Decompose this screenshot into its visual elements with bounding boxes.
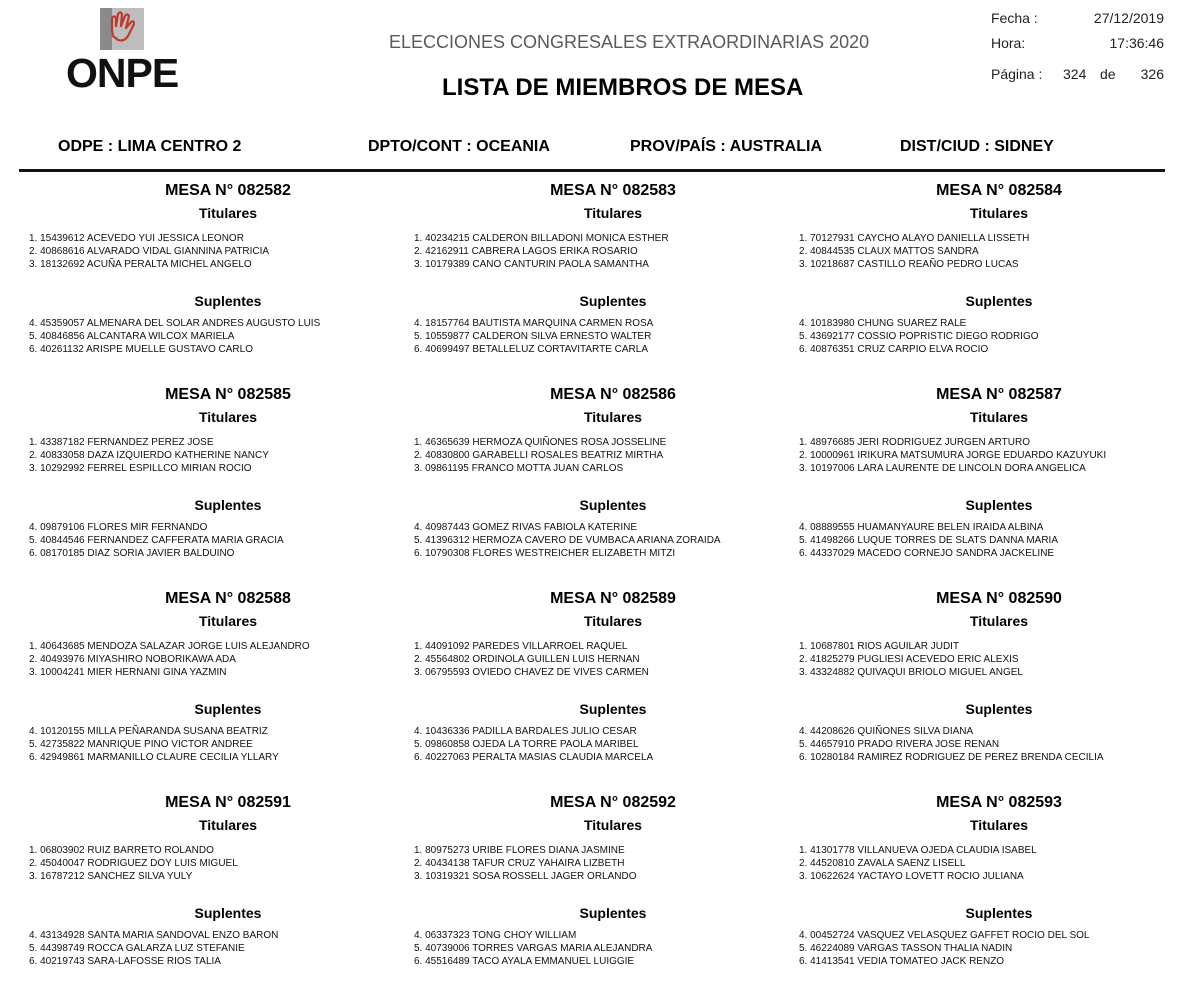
suplentes-heading: Suplentes [579, 701, 647, 717]
mesa-block [29, 182, 427, 362]
suplente-item: 4. 10436336 PADILLA BARDALES JULIO CESAR [414, 726, 637, 737]
suplentes-heading: Suplentes [194, 293, 262, 309]
titulares-list [29, 640, 310, 679]
suplente-item: 6. 45516489 TACO AYALA EMMANUEL LUIGGIE [414, 956, 635, 967]
titulares-list [414, 436, 666, 475]
suplentes-heading: Suplentes [194, 497, 262, 513]
mesa-block [29, 794, 427, 974]
titular-item: 2. 40830800 GARABELLI ROSALES BEATRIZ MIRTHA [414, 450, 664, 461]
suplentes-list [799, 521, 1058, 560]
suplentes-heading: Suplentes [965, 293, 1033, 309]
titular-item: 3. 06795593 OVIEDO CHAVEZ DE VIVES CARMEN [414, 667, 649, 678]
hora-label: Hora: [991, 35, 1026, 51]
titulares-heading: Titulares [198, 613, 258, 629]
mesa-number: MESA N° 082588 [165, 590, 291, 607]
suplente-item: 5. 44657910 PRADO RIVERA JOSE RENAN [799, 739, 1000, 750]
titulares-heading: Titulares [969, 613, 1029, 629]
titular-item: 3. 43324882 QUIVAQUI BRIOLO MIGUEL ANGEL [799, 667, 1023, 678]
titular-item: 2. 45564802 ORDINOLA GUILLEN LUIS HERNAN [414, 654, 640, 665]
suplente-item: 5. 40739006 TORRES VARGAS MARIA ALEJANDRA [414, 943, 653, 954]
titular-item: 2. 10000961 IRIKURA MATSUMURA JORGE EDUARDO KAZUYUKI [799, 450, 1107, 461]
total-paginas-value: 326 [1140, 66, 1164, 82]
titular-item: 3. 10179389 CANO CANTURIN PAOLA SAMANTHA [414, 259, 649, 270]
titular-item: 3. 10004241 MIER HERNANI GINA YAZMIN [29, 667, 227, 678]
mesa-number: MESA N° 082582 [165, 182, 291, 199]
titulares-list [414, 844, 637, 883]
titulares-heading: Titulares [969, 205, 1029, 221]
election-subtitle: ELECCIONES CONGRESALES EXTRAORDINARIAS 2020 [389, 32, 870, 52]
titular-item: 2. 40434138 TAFUR CRUZ YAHAIRA LIZBETH [414, 858, 625, 869]
suplentes-list [414, 317, 653, 356]
titulares-list [799, 232, 1029, 271]
mesa-block [799, 794, 1199, 974]
suplente-item: 5. 43692177 COSSIO POPRISTIC DIEGO RODRIGO [799, 331, 1039, 342]
titular-item: 1. 46365639 HERMOZA QUIÑONES ROSA JOSSELINE [414, 437, 667, 448]
titular-item: 2. 42162911 CABRERA LAGOS ERIKA ROSARIO [414, 246, 638, 257]
titular-item: 1. 06803902 RUIZ BARRETO ROLANDO [29, 845, 214, 856]
suplentes-heading: Suplentes [579, 905, 647, 921]
logo-text: ONPE [66, 50, 179, 96]
suplentes-heading: Suplentes [579, 293, 647, 309]
titulares-heading: Titulares [583, 205, 643, 221]
suplente-item: 4. 45359057 ALMENARA DEL SOLAR ANDRES AUGUSTO LUIS [29, 318, 321, 329]
hora-value: 17:36:46 [1109, 35, 1164, 51]
mesa-number: MESA N° 082593 [936, 794, 1062, 811]
suplente-item: 6. 44337029 MACEDO CORNEJO SANDRA JACKELINE [799, 548, 1055, 559]
mesa-number: MESA N° 082584 [936, 182, 1062, 199]
prov-field: PROV/PAÍS : AUSTRALIA [630, 138, 823, 155]
titular-item: 2. 40493976 MIYASHIRO NOBORIKAWA ADA [29, 654, 236, 665]
suplentes-list [414, 929, 652, 968]
de-label: de [1100, 66, 1116, 82]
fecha-value: 27/12/2019 [1093, 10, 1164, 26]
suplente-item: 6. 08170185 DIAZ SORIA JAVIER BALDUINO [29, 548, 235, 559]
suplente-item: 4. 06337323 TONG CHOY WILLIAM [414, 930, 577, 941]
titulares-heading: Titulares [969, 409, 1029, 425]
titular-item: 2. 44520810 ZAVALA SAENZ LISELL [799, 858, 966, 869]
suplente-item: 4. 18157764 BAUTISTA MARQUINA CARMEN ROSA [414, 318, 654, 329]
mesa-number: MESA N° 082583 [550, 182, 676, 199]
titular-item: 3. 09861195 FRANCO MOTTA JUAN CARLOS [414, 463, 624, 474]
mesa-block [799, 386, 1199, 566]
titulares-heading: Titulares [583, 613, 643, 629]
mesa-block [799, 590, 1199, 770]
suplente-item: 5. 46224089 VARGAS TASSON THALIA NADIN [799, 943, 1013, 954]
titulares-list [414, 640, 649, 679]
mesa-block [29, 590, 427, 770]
titulares-list [799, 436, 1106, 475]
titular-item: 3. 10197006 LARA LAURENTE DE LINCOLN DORA ANGELICA [799, 463, 1086, 474]
suplente-item: 6. 40876351 CRUZ CARPIO ELVA ROCIO [799, 344, 989, 355]
suplente-item: 6. 42949861 MARMANILLO CLAURE CECILIA YLLARY [29, 752, 279, 763]
suplentes-heading: Suplentes [965, 701, 1033, 717]
suplente-item: 5. 42735822 MANRIQUE PINO VICTOR ANDREE [29, 739, 253, 750]
titulares-list [799, 844, 1037, 883]
titulares-heading: Titulares [198, 817, 258, 833]
titulares-heading: Titulares [198, 409, 258, 425]
titulares-list [29, 436, 269, 475]
header-divider [19, 169, 1165, 172]
suplente-item: 6. 40219743 SARA-LAFOSSE RIOS TALIA [29, 956, 221, 967]
suplente-item: 5. 09860858 OJEDA LA TORRE PAOLA MARIBEL [414, 739, 639, 750]
suplente-item: 5. 41498266 LUQUE TORRES DE SLATS DANNA MARIA [799, 535, 1058, 546]
suplentes-list [29, 317, 320, 356]
suplente-item: 6. 40261132 ARISPE MUELLE GUSTAVO CARLO [29, 344, 253, 355]
pagina-label: Página : [991, 66, 1043, 82]
fecha-label: Fecha : [991, 10, 1038, 26]
suplentes-heading: Suplentes [965, 497, 1033, 513]
mesa-block [414, 386, 812, 566]
suplente-item: 5. 41396312 HERMOZA CAVERO DE VUMBACA ARIANA ZORAIDA [414, 535, 721, 546]
suplentes-list [29, 521, 284, 560]
titular-item: 3. 16787212 SANCHEZ SILVA YULY [29, 871, 193, 882]
titular-item: 3. 18132692 ACUÑA PERALTA MICHEL ANGELO [29, 259, 252, 270]
suplente-item: 6. 41413541 VEDIA TOMATEO JACK RENZO [799, 956, 1005, 967]
titular-item: 3. 10622624 YACTAYO LOVETT ROCIO JULIANA [799, 871, 1024, 882]
ballot-hand-icon [98, 6, 146, 52]
titular-item: 3. 10292992 FERREL ESPILLCO MIRIAN ROCIO [29, 463, 252, 474]
suplentes-list [414, 521, 721, 560]
dpto-field: DPTO/CONT : OCEANIA [368, 138, 550, 155]
suplente-item: 4. 40987443 GOMEZ RIVAS FABIOLA KATERINE [414, 522, 638, 533]
mesa-block [414, 794, 812, 974]
titular-item: 2. 40833058 DAZA IZQUIERDO KATHERINE NANCY [29, 450, 269, 461]
titular-item: 1. 44091092 PAREDES VILLARROEL RAQUEL [414, 641, 628, 652]
suplentes-heading: Suplentes [194, 905, 262, 921]
suplente-item: 6. 10790308 FLORES WESTREICHER ELIZABETH MITZI [414, 548, 676, 559]
mesa-block [29, 386, 427, 566]
titulares-list [29, 844, 238, 883]
suplentes-list [29, 725, 279, 764]
suplente-item: 6. 40699497 BETALLELUZ CORTAVITARTE CARLA [414, 344, 648, 355]
suplentes-heading: Suplentes [965, 905, 1033, 921]
titular-item: 2. 45040047 RODRIGUEZ DOY LUIS MIGUEL [29, 858, 238, 869]
suplente-item: 4. 00452724 VASQUEZ VELASQUEZ GAFFET ROCIO DEL SOL [799, 930, 1090, 941]
suplente-item: 5. 10559877 CALDERON SILVA ERNESTO WALTER [414, 331, 652, 342]
titular-item: 1. 40643685 MENDOZA SALAZAR JORGE LUIS ALEJANDRO [29, 641, 310, 652]
suplentes-heading: Suplentes [579, 497, 647, 513]
mesa-number: MESA N° 082586 [550, 386, 676, 403]
mesa-number: MESA N° 082590 [936, 590, 1062, 607]
suplente-item: 4. 08889555 HUAMANYAURE BELEN IRAIDA ALBINA [799, 522, 1044, 533]
titular-item: 1. 43387182 FERNANDEZ PEREZ JOSE [29, 437, 214, 448]
titular-item: 1. 80975273 URIBE FLORES DIANA JASMINE [414, 845, 625, 856]
mesa-number: MESA N° 082591 [165, 794, 291, 811]
suplente-item: 4. 10120155 MILLA PEÑARANDA SUSANA BEATRIZ [29, 726, 268, 737]
titular-item: 1. 15439612 ACEVEDO YUI JESSICA LEONOR [29, 233, 244, 244]
mesa-number: MESA N° 082589 [550, 590, 676, 607]
suplente-item: 5. 44398749 ROCCA GALARZA LUZ STEFANIE [29, 943, 245, 954]
titular-item: 3. 10319321 SOSA ROSSELL JAGER ORLANDO [414, 871, 637, 882]
suplente-item: 4. 43134928 SANTA MARIA SANDOVAL ENZO BARON [29, 930, 279, 941]
titular-item: 1. 10687801 RIOS AGUILAR JUDIT [799, 641, 960, 652]
suplente-item: 5. 40846856 ALCANTARA WILCOX MARIELA [29, 331, 235, 342]
suplente-item: 5. 40844546 FERNANDEZ CAFFERATA MARIA GRACIA [29, 535, 284, 546]
suplente-item: 4. 10183980 CHUNG SUAREZ RALE [799, 318, 967, 329]
mesa-number: MESA N° 082592 [550, 794, 676, 811]
mesa-number: MESA N° 082587 [936, 386, 1062, 403]
suplentes-heading: Suplentes [194, 701, 262, 717]
suplentes-list [414, 725, 653, 764]
suplente-item: 4. 44208626 QUIÑONES SILVA DIANA [799, 726, 974, 737]
titulares-list [414, 232, 669, 271]
titulares-list [29, 232, 269, 271]
suplentes-list [799, 317, 1039, 356]
pagina-value: 324 [1063, 66, 1087, 82]
titular-item: 1. 48976685 JERI RODRIGUEZ JURGEN ARTURO [799, 437, 1030, 448]
mesa-block [414, 182, 812, 362]
report-meta [991, 10, 1166, 91]
titulares-heading: Titulares [583, 409, 643, 425]
onpe-logo [64, 6, 186, 94]
titulares-heading: Titulares [583, 817, 643, 833]
titulares-list [799, 640, 1023, 679]
odpe-field: ODPE : LIMA CENTRO 2 [58, 138, 242, 155]
suplente-item: 6. 40227063 PERALTA MASIAS CLAUDIA MARCELA [414, 752, 654, 763]
dist-field: DIST/CIUD : SIDNEY [900, 138, 1054, 155]
titular-item: 3. 10218687 CASTILLO REAÑO PEDRO LUCAS [799, 259, 1019, 270]
mesa-block [799, 182, 1199, 362]
titular-item: 2. 40844535 CLAUX MATTOS SANDRA [799, 246, 979, 257]
titular-item: 2. 40868616 ALVARADO VIDAL GIANNINA PATRICIA [29, 246, 270, 257]
titular-item: 1. 41301778 VILLANUEVA OJEDA CLAUDIA ISABEL [799, 845, 1037, 856]
suplente-item: 6. 10280184 RAMIREZ RODRIGUEZ DE PEREZ BRENDA CECILIA [799, 752, 1104, 763]
titulares-heading: Titulares [969, 817, 1029, 833]
titular-item: 1. 40234215 CALDERON BILLADONI MONICA ESTHER [414, 233, 669, 244]
titulares-heading: Titulares [198, 205, 258, 221]
suplentes-list [799, 929, 1089, 968]
titular-item: 2. 41825279 PUGLIESI ACEVEDO ERIC ALEXIS [799, 654, 1019, 665]
suplentes-list [799, 725, 1104, 764]
suplentes-list [29, 929, 278, 968]
titular-item: 1. 70127931 CAYCHO ALAYO DANIELLA LISSETH [799, 233, 1030, 244]
page-title: LISTA DE MIEMBROS DE MESA [442, 74, 804, 101]
mesa-block [414, 590, 812, 770]
mesa-number: MESA N° 082585 [165, 386, 291, 403]
suplente-item: 4. 09879106 FLORES MIR FERNANDO [29, 522, 208, 533]
